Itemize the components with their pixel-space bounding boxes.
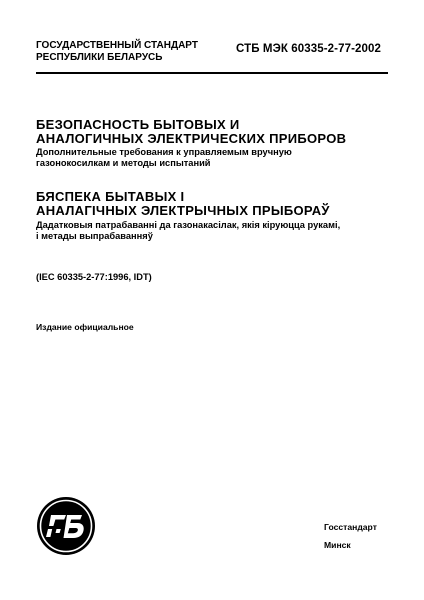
header-rule <box>36 72 388 74</box>
title-by-line2: АНАЛАГІЧНЫХ ЭЛЕКТРЫЧНЫХ ПРЫБОРАЎ <box>36 203 330 218</box>
standard-code: СТБ МЭК 60335-2-77-2002 <box>236 43 382 55</box>
title-ru-line2: АНАЛОГИЧНЫХ ЭЛЕКТРИЧЕСКИХ ПРИБОРОВ <box>36 131 347 146</box>
publisher-city: Минск <box>324 540 351 550</box>
iec-reference: (IEC 60335-2-77:1996, IDT) <box>36 272 152 282</box>
edition-label: Издание официальное <box>36 322 134 332</box>
publisher-name: Госстандарт <box>324 522 377 532</box>
subtitle-ru <box>36 147 292 169</box>
subtitle-by-line2: і метады выпрабаванняў <box>36 231 153 241</box>
gosstandart-logo <box>36 496 96 556</box>
title-by <box>36 190 330 218</box>
subtitle-by-line1: Дадатковыя патрабаванні да газонакасілак, якія кіруюцца рукамі, <box>36 220 341 230</box>
subtitle-by <box>36 220 340 242</box>
subtitle-ru-line1: Дополнительные требования к управляемым вручную <box>36 147 292 157</box>
standard-country-line: РЕСПУБЛИКИ БЕЛАРУСЬ <box>36 52 163 63</box>
title-ru <box>36 118 346 146</box>
gosstandart-logo-icon <box>36 496 96 556</box>
standard-type-line: ГОСУДАРСТВЕННЫЙ СТАНДАРТ <box>36 40 198 51</box>
subtitle-ru-line2: газонокосилкам и методы испытаний <box>36 158 211 168</box>
title-ru-line1: БЕЗОПАСНОСТЬ БЫТОВЫХ И <box>36 117 240 132</box>
title-by-line1: БЯСПЕКА БЫТАВЫХ І <box>36 189 185 204</box>
standard-country-block <box>36 40 198 64</box>
